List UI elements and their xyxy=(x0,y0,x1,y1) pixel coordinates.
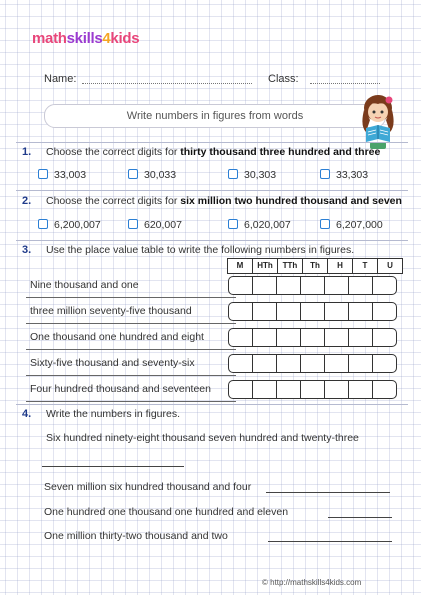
q4-item-2: Seven million six hundred thousand and four xyxy=(44,481,252,493)
checkbox-icon[interactable] xyxy=(128,219,138,229)
pv-row-underline xyxy=(26,349,236,350)
q1-option-a[interactable]: 33,003 xyxy=(38,169,86,181)
place-value-row xyxy=(22,276,406,296)
q1-emphasis: thirty thousand three hundred and three xyxy=(180,146,381,158)
name-label: Name: xyxy=(44,73,77,85)
pv-row-label: Nine thousand and one xyxy=(30,279,139,291)
place-value-header xyxy=(228,258,403,274)
pv-answer-cells[interactable] xyxy=(228,276,397,295)
pv-answer-cells[interactable] xyxy=(228,302,397,321)
q2-option-b[interactable]: 620,007 xyxy=(128,219,182,231)
q1-option-c[interactable]: 30,303 xyxy=(228,169,276,181)
q1-option-b[interactable]: 30,033 xyxy=(128,169,176,181)
pv-header-cell: T xyxy=(352,258,378,274)
q2-emphasis: six million two hundred thousand and seven xyxy=(180,195,402,207)
pv-header-cell: Th xyxy=(302,258,328,274)
q2-option-c[interactable]: 6,020,007 xyxy=(228,219,291,231)
q2-number: 2. xyxy=(22,195,32,207)
q4-item-3: One hundred one thousand one hundred and eleven xyxy=(44,506,289,518)
class-input-line[interactable] xyxy=(310,83,380,84)
place-value-row xyxy=(22,328,406,348)
name-input-line[interactable] xyxy=(82,83,252,84)
place-value-row xyxy=(22,354,406,374)
pv-header-cell: U xyxy=(377,258,403,274)
pv-answer-cells[interactable] xyxy=(228,328,397,347)
pv-answer-cells[interactable] xyxy=(228,380,397,399)
pv-row-underline xyxy=(26,297,236,298)
pv-row-underline xyxy=(26,375,236,376)
divider xyxy=(16,404,408,405)
pv-header-cell: TTh xyxy=(277,258,303,274)
checkbox-icon[interactable] xyxy=(228,219,238,229)
class-label: Class: xyxy=(268,73,299,85)
q4-answer-line-1[interactable] xyxy=(42,466,184,467)
divider xyxy=(16,190,408,191)
q1-number: 1. xyxy=(22,146,32,158)
checkbox-icon[interactable] xyxy=(320,219,330,229)
q3-prompt: Use the place value table to write the following numbers in figures. xyxy=(46,244,355,256)
place-value-row xyxy=(22,380,406,400)
place-value-row xyxy=(22,302,406,322)
checkbox-icon[interactable] xyxy=(320,169,330,179)
divider xyxy=(16,142,408,143)
pv-header-cell: HTh xyxy=(252,258,278,274)
q2-option-d[interactable]: 6,207,000 xyxy=(320,219,383,231)
q4-answer-line-3[interactable] xyxy=(328,517,392,518)
pv-answer-cells[interactable] xyxy=(228,354,397,373)
q4-number: 4. xyxy=(22,408,32,420)
checkbox-icon[interactable] xyxy=(38,219,48,229)
divider xyxy=(16,240,408,241)
q2-prompt: Choose the correct digits for six million two hundred thousand and seven xyxy=(46,195,402,207)
pv-row-label: One thousand one hundred and eight xyxy=(30,331,204,343)
q4-prompt: Write the numbers in figures. xyxy=(46,408,181,420)
q2-option-a[interactable]: 6,200,007 xyxy=(38,219,101,231)
q4-answer-line-4[interactable] xyxy=(268,541,392,542)
q1-prompt: Choose the correct digits for thirty thousand three hundred and three xyxy=(46,146,381,158)
pv-row-label: three million seventy-five thousand xyxy=(30,305,192,317)
pv-row-underline xyxy=(26,401,236,402)
q4-item-1: Six hundred ninety-eight thousand seven hundred and twenty-three xyxy=(46,432,359,444)
q1-option-d[interactable]: 33,303 xyxy=(320,169,368,181)
pv-row-label: Four hundred thousand and seventeen xyxy=(30,383,211,395)
q3-number: 3. xyxy=(22,244,32,256)
footer-copyright: © http://mathskills4kids.com xyxy=(262,578,362,587)
q4-answer-line-2[interactable] xyxy=(266,492,390,493)
worksheet-title: Write numbers in figures from words xyxy=(44,104,386,128)
pv-header-cell: M xyxy=(227,258,253,274)
pv-row-underline xyxy=(26,323,236,324)
checkbox-icon[interactable] xyxy=(38,169,48,179)
checkbox-icon[interactable] xyxy=(228,169,238,179)
checkbox-icon[interactable] xyxy=(128,169,138,179)
site-logo: mathskills4kids xyxy=(32,30,140,47)
q4-item-4: One million thirty-two thousand and two xyxy=(44,530,228,542)
pv-row-label: Sixty-five thousand and seventy-six xyxy=(30,357,195,369)
pv-header-cell: H xyxy=(327,258,353,274)
